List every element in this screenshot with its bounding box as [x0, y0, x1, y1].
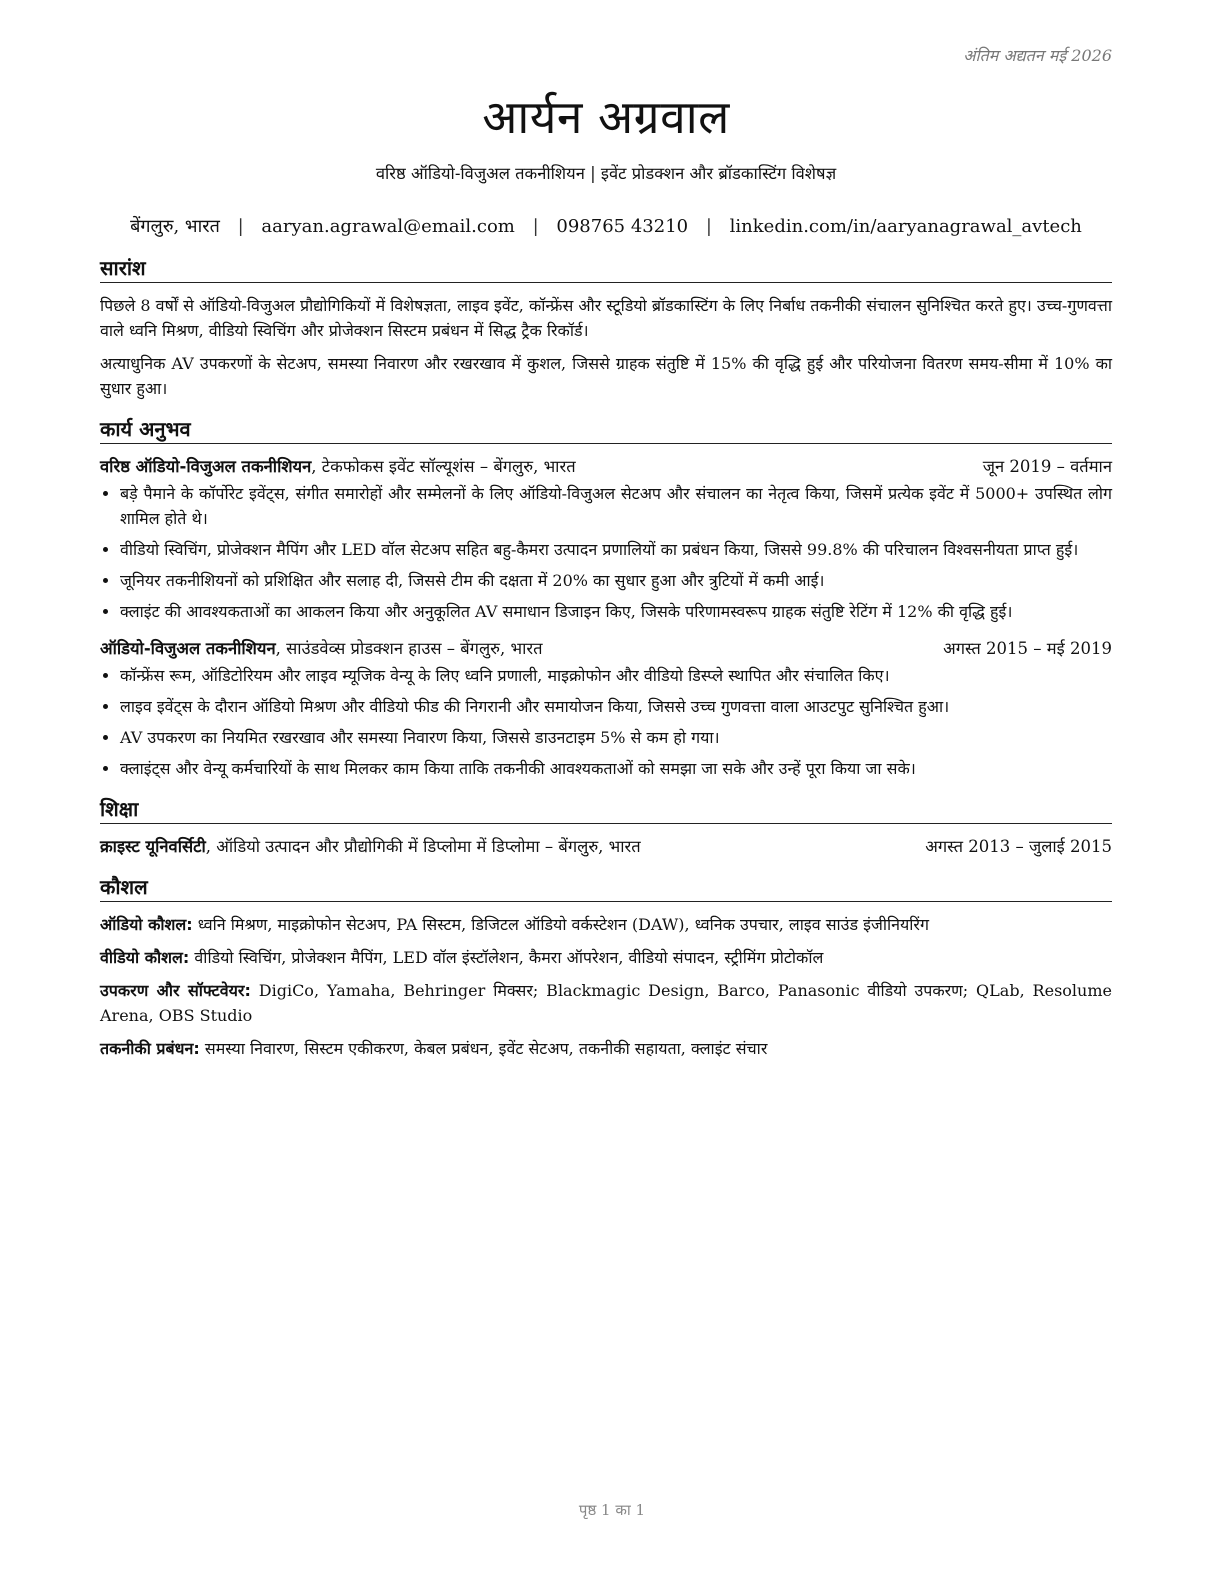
job-role: वरिष्ठ ऑडियो-विजुअल तकनीशियन: [100, 457, 312, 476]
job-title-line: [100, 636, 543, 661]
job-header: [100, 636, 1112, 661]
education-line: [100, 834, 641, 859]
skill-line: [100, 1036, 1112, 1061]
skill-value: DigiCo, Yamaha, Behringer मिक्सर; Blackmagic Design, Barco, Panasonic वीडियो उपकरण; QLab, Resolume Arena, OBS Studio: [100, 981, 1112, 1025]
candidate-name: आर्यन अग्रवाल: [482, 90, 730, 144]
summary-section: [100, 254, 1112, 401]
skill-label: ऑडियो कौशल:: [100, 915, 193, 934]
skill-value: वीडियो स्विचिंग, प्रोजेक्शन मैपिंग, LED वॉल इंस्टॉलेशन, कैमरा ऑपरेशन, वीडियो संपादन, स्ट्रीमिंग प्रोटोकॉल: [189, 948, 824, 967]
job-bullets: [100, 481, 1112, 624]
contact-separator: |: [705, 216, 712, 237]
education-heading: शिक्षा: [100, 795, 1112, 824]
job-role: ऑडियो-विजुअल तकनीशियन: [100, 639, 276, 658]
bullet-item: • वीडियो स्विचिंग, प्रोजेक्शन मैपिंग और LED वॉल सेटअप सहित बहु-कैमरा उत्पादन प्रणालियों का प्रबंधन किया, जिससे 99.8% की परिचालन विश्वसनीयता प्राप्त हुई।: [120, 537, 1112, 562]
page-number: पृष्ठ 1 का 1: [578, 1501, 646, 1519]
contact-linkedin[interactable]: linkedin.com/in/aaryanagrawal_avtech: [729, 216, 1082, 237]
skill-label: वीडियो कौशल:: [100, 948, 190, 967]
bullet-item: • जूनियर तकनीशियनों को प्रशिक्षित और सलाह दी, जिससे टीम की दक्षता में 20% का सुधार हुआ और त्रुटियों में कमी आई।: [120, 568, 1112, 593]
job-dates: अगस्त 2015 – मई 2019: [943, 639, 1112, 658]
skills-section: [100, 873, 1112, 1061]
bullet-item: • बड़े पैमाने के कॉर्पोरेट इवेंट्स, संगीत समारोहों और सम्मेलनों के लिए ऑडियो-विजुअल सेटअप और संचालन का नेतृत्व किया, जिसमें प्रत्येक इवेंट में 5000+ उपस्थित लोग शामिल होते थे।: [120, 481, 1112, 531]
skill-line: [100, 912, 1112, 937]
job-title-line: [100, 454, 576, 479]
contact-line: [100, 214, 1112, 240]
bullet-item: • लाइव इवेंट्स के दौरान ऑडियो मिश्रण और वीडियो फीड की निगरानी और समायोजन किया, जिससे उच्च गुणवत्ता वाला आउटपुट सुनिश्चित हुआ।: [120, 694, 1112, 719]
contact-separator: |: [237, 216, 244, 237]
bullet-item: • AV उपकरण का नियमित रखरखाव और समस्या निवारण किया, जिससे डाउनटाइम 5% से कम हो गया।: [120, 725, 1112, 750]
summary-heading: सारांश: [100, 254, 1112, 283]
education-section: [100, 795, 1112, 859]
skill-line: [100, 978, 1112, 1028]
skills-heading: कौशल: [100, 873, 1112, 902]
bullet-item: • क्लाइंट्स और वेन्यू कर्मचारियों के साथ मिलकर काम किया ताकि तकनीकी आवश्यकताओं को समझा जा सके और उन्हें पूरा किया जा सके।: [120, 756, 1112, 781]
summary-paragraph: पिछले 8 वर्षों से ऑडियो-विजुअल प्रौद्योगिकियों में विशेषज्ञता, लाइव इवेंट, कॉन्फ्रेंस और स्टूडियो ब्रॉडकास्टिंग के लिए निर्बाध तकनीकी संचालन सुनिश्चित करते हुए। उच्च-गुणवत्ता वाले ध्वनि मिश्रण, वीडियो स्विचिंग और प्रोजेक्शन सिस्टम प्रबंधन में सिद्ध ट्रैक रिकॉर्ड।: [100, 296, 1112, 340]
job-header: [100, 454, 1112, 479]
education-dates: अगस्त 2013 – जुलाई 2015: [925, 837, 1112, 856]
experience-heading: कार्य अनुभव: [100, 415, 1112, 444]
contact-location: बेंगलुरु, भारत: [130, 216, 220, 237]
experience-section: [100, 415, 1112, 781]
last-updated: अंतिम अद्यतन मई 2026: [963, 46, 1112, 65]
skill-line: [100, 945, 1112, 970]
skill-value: ध्वनि मिश्रण, माइक्रोफोन सेटअप, PA सिस्टम, डिजिटल ऑडियो वर्कस्टेशन (DAW), ध्वनिक उपचार, लाइव साउंड इंजीनियरिंग: [192, 915, 929, 934]
contact-separator: |: [532, 216, 539, 237]
job-entry: [100, 454, 1112, 624]
skill-label: तकनीकी प्रबंधन:: [100, 1039, 200, 1058]
job-entry: [100, 636, 1112, 781]
job-company: , टेकफोकस इवेंट सॉल्यूशंस – बेंगलुरु, भारत: [311, 457, 576, 476]
education-detail: , ऑडियो उत्पादन और प्रौद्योगिकी में डिप्लोमा में डिप्लोमा – बेंगलुरु, भारत: [205, 837, 641, 856]
job-company: , साउंडवेव्स प्रोडक्शन हाउस – बेंगलुरु, भारत: [275, 639, 543, 658]
job-dates: जून 2019 – वर्तमान: [982, 457, 1112, 476]
bullet-item: • कॉन्फ्रेंस रूम, ऑडिटोरियम और लाइव म्यूजिक वेन्यू के लिए ध्वनि प्रणाली, माइक्रोफोन और वीडियो डिस्प्ले स्थापित और संचालित किए।: [120, 663, 1112, 688]
skill-label: उपकरण और सॉफ्टवेयर:: [100, 981, 251, 1000]
contact-phone: 098765 43210: [556, 216, 689, 237]
skill-value: समस्या निवारण, सिस्टम एकीकरण, केबल प्रबंधन, इवेंट सेटअप, तकनीकी सहायता, क्लाइंट संचार: [199, 1039, 768, 1058]
job-bullets: [100, 663, 1112, 781]
summary-paragraph: अत्याधुनिक AV उपकरणों के सेटअप, समस्या निवारण और रखरखाव में कुशल, जिससे ग्राहक संतुष्टि में 15% की वृद्धि हुई और परियोजना वितरण समय-सीमा में 10% का सुधार हुआ।: [100, 354, 1112, 398]
headline: वरिष्ठ ऑडियो-विजुअल तकनीशियन | इवेंट प्रोडक्शन और ब्रॉडकास्टिंग विशेषज्ञ: [375, 164, 837, 183]
contact-email[interactable]: aaryan.agrawal@email.com: [261, 216, 515, 237]
education-entry: [100, 834, 1112, 859]
education-school: क्राइस्ट यूनिवर्सिटी: [100, 837, 206, 856]
bullet-item: • क्लाइंट की आवश्यकताओं का आकलन किया और अनुकूलित AV समाधान डिजाइन किए, जिसके परिणामस्वरूप ग्राहक संतुष्टि रेटिंग में 12% की वृद्धि हुई।: [120, 599, 1112, 624]
